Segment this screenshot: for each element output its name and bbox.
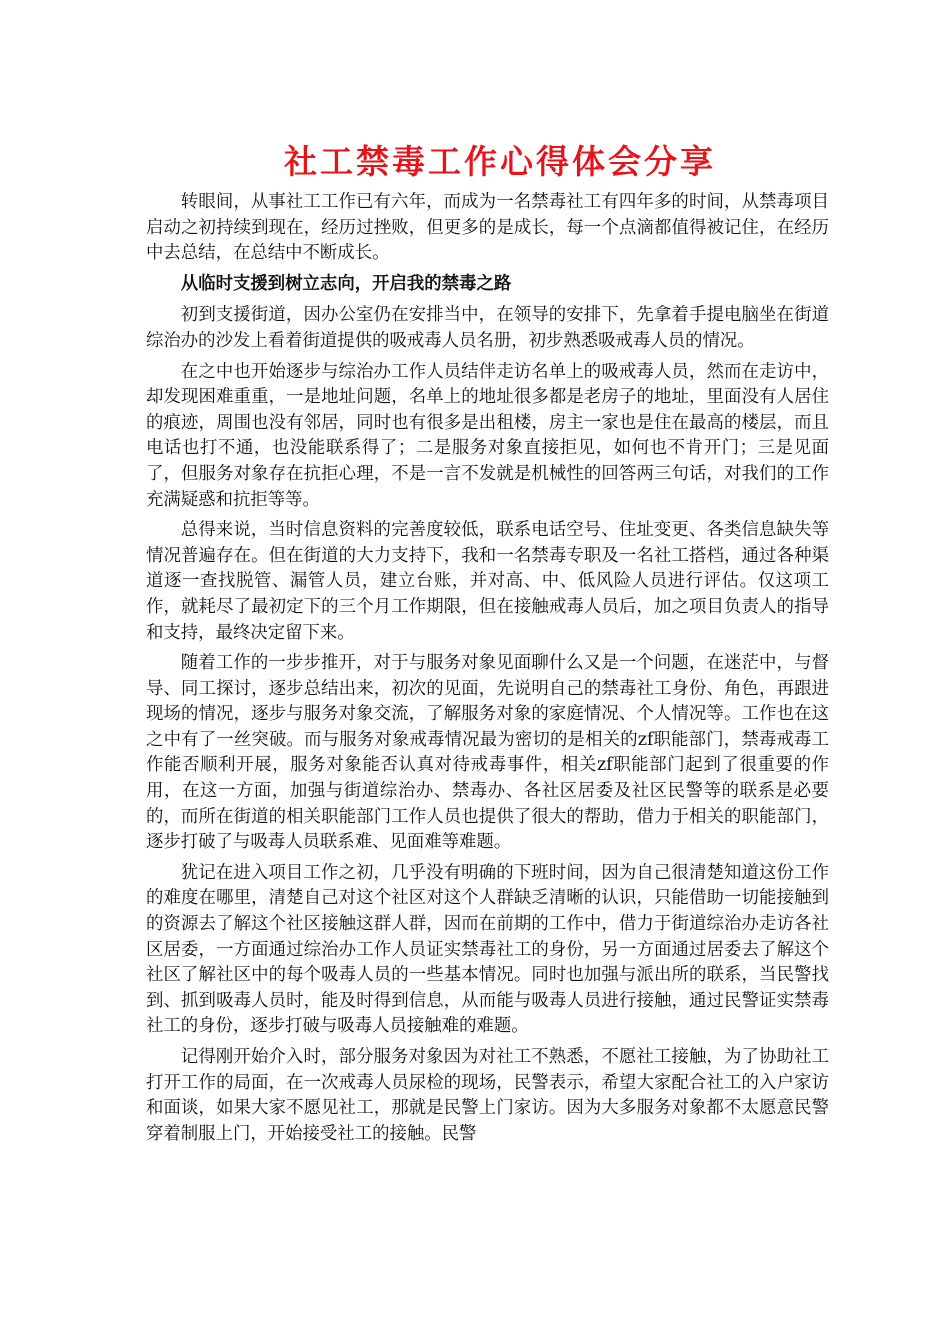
document-title: 社工禁毒工作心得体会分享 bbox=[284, 142, 716, 181]
body-paragraph: 初到支援街道，因办公室仍在安排当中，在领导的安排下，先拿着手提电脑坐在街道综治办的沙发上看着街道提供的吸戒毒人员名册，初步熟悉吸戒毒人员的情况。 bbox=[146, 305, 829, 351]
body-paragraph: 犹记在进入项目工作之初，几乎没有明确的下班时间，因为自己很清楚知道这份工作的难度在哪里，清楚自己对这个社区对这个人群缺乏清晰的认识，只能借助一切能接触到的资源去了解这个社区接触这群人群，因而在前期的工作中，借力于街道综治办走访各社区居委，一方面通过综治办工作人员证实禁毒社工的身份，另一方面通过居委去了解这个社区了解社区中的每个吸毒人员的一些基本情况。同时也加强与派出所的联系，当民警找到、抓到吸毒人员时，能及时得到信息，从而能与吸毒人员进行接触，通过民警证实禁毒社工的身份，逐步打破与吸毒人员接触难的难题。 bbox=[146, 862, 829, 1037]
body-paragraph: 转眼间，从事社工工作已有六年，而成为一名禁毒社工有四年多的时间，从禁毒项目启动之初持续到现在，经历过挫败，但更多的是成长，每一个点滴都值得被记住，在经历中去总结，在总结中不断成长。 bbox=[146, 192, 829, 264]
body-paragraph: 随着工作的一步步推开，对于与服务对象见面聊什么又是一个问题，在迷茫中，与督导、同工探讨，逐步总结出来，初次的见面，先说明自己的禁毒社工身份、角色，再跟进现场的情况，逐步与服务对象交流，了解服务对象的家庭情况、个人情况等。工作也在这之中有了一丝突破。而与服务对象戒毒情况最为密切的是相关的zf职能部门，禁毒戒毒工作能否顺利开展，服务对象能否认真对待戒毒事件，相关zf职能部门起到了很重要的作用，在这一方面，加强与街道综治办、禁毒办、各社区居委及社区民警等的联系是必要的，而所在街道的相关职能部门工作人员也提供了很大的帮助，借力于相关的职能部门，逐步打破了与吸毒人员联系难、见面难等难题。 bbox=[146, 653, 829, 853]
body-paragraph: 记得刚开始介入时，部分服务对象因为对社工不熟悉，不愿社工接触，为了协助社工打开工作的局面，在一次戒毒人员尿检的现场，民警表示，希望大家配合社工的入户家访和面谈，如果大家不愿见社工，那就是民警上门家访。因为大多服务对象都不太愿意民警穿着制服上门，开始接受社工的接触。民警 bbox=[146, 1047, 829, 1144]
document-body bbox=[146, 190, 829, 1152]
body-paragraph: 总得来说，当时信息资料的完善度较低，联系电话空号、住址变更、各类信息缺失等情况普遍存在。但在街道的大力支持下，我和一名禁毒专职及一名社工搭档，通过各种渠道逐一查找脱管、漏管人员，建立台账，并对高、中、低风险人员进行评估。仅这项工作，就耗尽了最初定下的三个月工作期限，但在接触戒毒人员后，加之项目负责人的指导和支持，最终决定留下来。 bbox=[146, 520, 829, 643]
body-paragraph: 在之中也开始逐步与综治办工作人员结伴走访名单上的吸戒毒人员，然而在走访中，却发现困难重重，一是地址问题，名单上的地址很多都是老房子的地址，里面没有人居住的痕迹，周围也没有邻居，同时也有很多是出租楼，房主一家也是住在最高的楼层，而且电话也打不通，也没能联系得了；二是服务对象直接拒见，如何也不肯开门；三是见面了，但服务对象存在抗拒心理，不是一言不发就是机械性的回答两三句话，对我们的工作充满疑惑和抗拒等等。 bbox=[146, 361, 829, 510]
section-heading: 从临时支援到树立志向，开启我的禁毒之路 bbox=[180, 273, 512, 294]
